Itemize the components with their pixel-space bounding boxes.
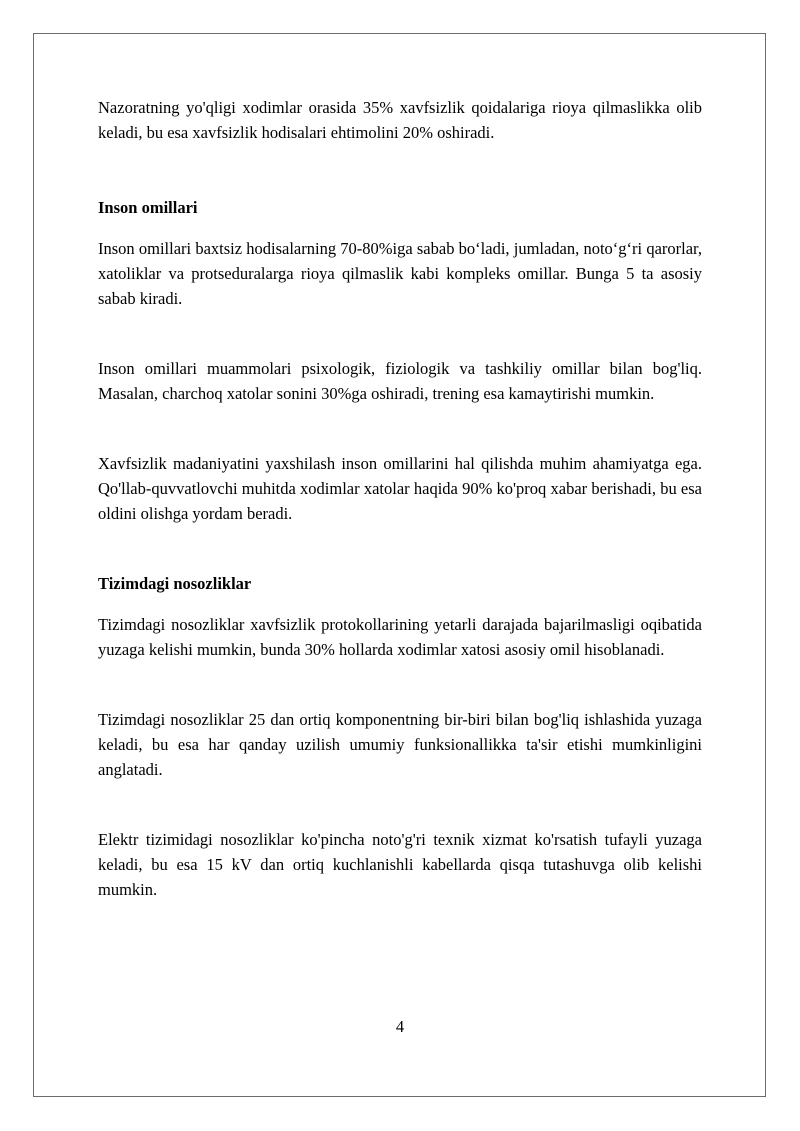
paragraph-human-factors-1: Inson omillari baxtsiz hodisalarning 70-80%iga sabab bo‘ladi, jumladan, noto‘g‘ri qarorlar, xatoliklar va protseduralarga rioya qilmaslik kabi kompleks omillar. Bunga 5 ta asosiy sabab kiradi. xyxy=(98,239,702,308)
paragraph-human-factors-2: Inson omillari muammolari psixologik, fiziologik va tashkiliy omillar bilan bog'liq. Masalan, charchoq xatolar sonini 30%ga oshiradi, trening esa kamaytirishi mumkin. xyxy=(98,359,702,403)
paragraph-system-failures-2: Tizimdagi nosozliklar 25 dan ortiq komponentning bir-biri bilan bog'liq ishlashida yuzaga keladi, bu esa har qanday uzilish umumiy funksionallikka ta'sir etishi mumkinligini anglatadi. xyxy=(98,710,702,779)
paragraph-human-factors-3: Xavfsizlik madaniyatini yaxshilash inson omillarini hal qilishda muhim ahamiyatga ega. Qo'llab-quvvatlovchi muhitda xodimlar xatolar haqida 90% ko'proq xabar berishadi, bu esa oldini olishga yordam beradi. xyxy=(98,454,702,523)
page-number: 4 xyxy=(395,1017,405,1036)
paragraph-system-failures-3: Elektr tizimidagi nosozliklar ko'pincha noto'g'ri texnik xizmat ko'rsatish tufayli yuzaga keladi, bu esa 15 kV dan ortiq kuchlanishli kabellarda qisqa tutashuvga olib kelishi mumkin. xyxy=(98,830,702,899)
paragraph-supervision: Nazoratning yo'qligi xodimlar orasida 35% xavfsizlik qoidalariga rioya qilmaslikka olib keladi, bu esa xavfsizlik hodisalari ehtimolini 20% oshiradi. xyxy=(98,98,702,142)
heading-system-failures: Tizimdagi nosozliklar xyxy=(98,574,252,593)
paragraph-system-failures-1: Tizimdagi nosozliklar xavfsizlik protokollarining yetarli darajada bajarilmasligi oqibatida yuzaga kelishi mumkin, bunda 30% hollarda xodimlar xatosi asosiy omil hisoblanadi. xyxy=(98,615,702,659)
page-content xyxy=(98,95,702,902)
heading-human-factors: Inson omillari xyxy=(98,198,198,217)
